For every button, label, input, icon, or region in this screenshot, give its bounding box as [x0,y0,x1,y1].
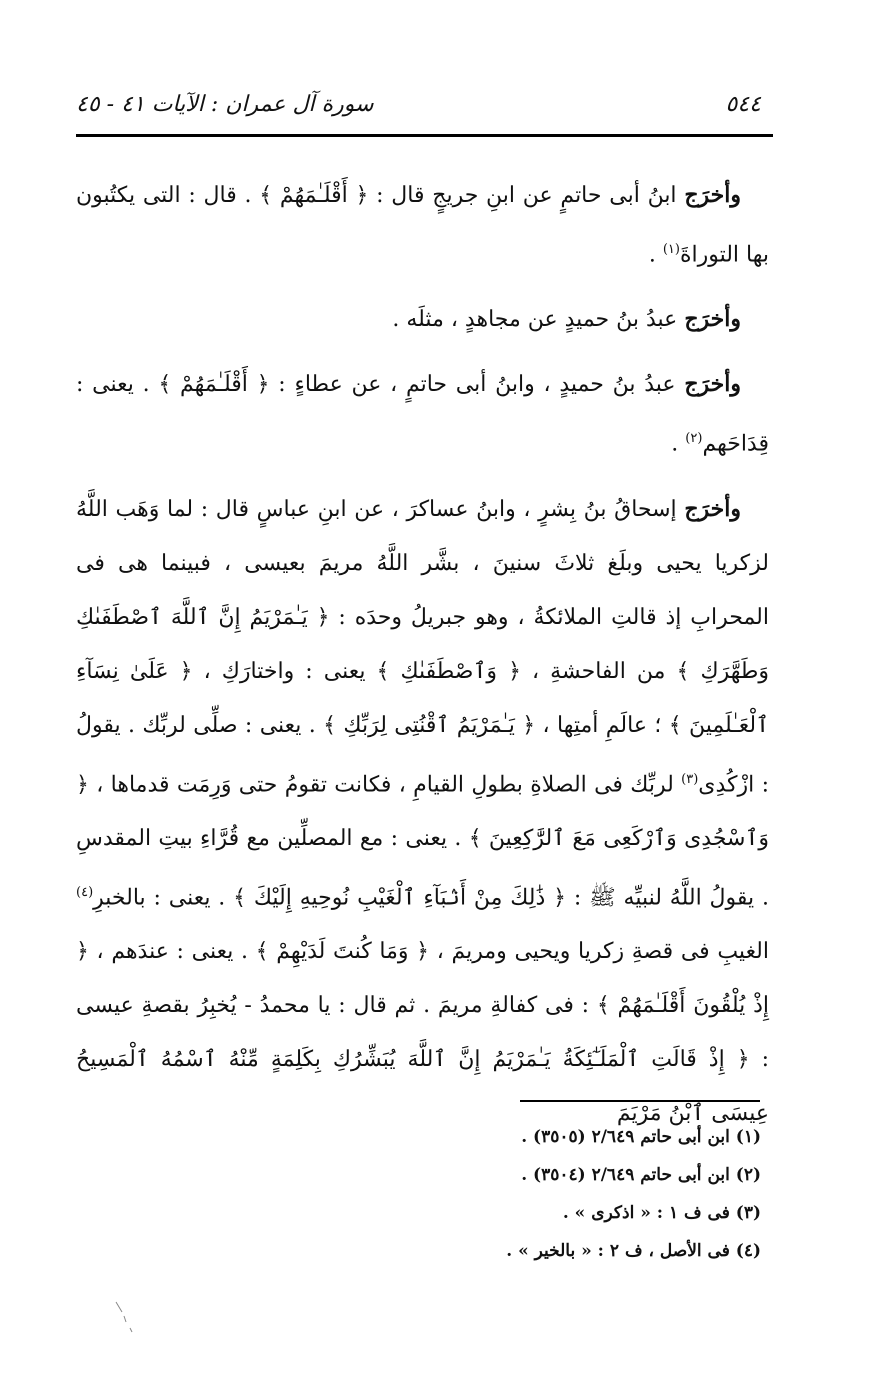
paragraph-lead: وأخرَج [684,306,741,333]
paragraph-text: عبدُ بنُ حميدٍ عن مجاهدٍ ، مثلَه . [392,307,678,333]
paragraph-end: . [648,242,663,268]
paragraph [76,292,769,347]
paragraph [76,168,769,282]
footnote-ref: (١) [662,242,680,257]
footnotes [76,1118,761,1270]
running-header [76,84,761,124]
paragraph [76,357,769,471]
footnote-ref: (٤) [76,884,94,900]
paragraph-lead: وأخرَج [684,495,741,522]
footnote-rule [520,1100,760,1102]
paragraph-end: . [671,431,686,457]
paragraph-lead: وأخرَج [684,371,741,398]
main-text [76,168,769,1151]
paragraph-text-cont: لربِّك فى الصلاةِ بطولِ القيامِ ، فكانت تقومُ حتى وَرِمَت قدماها ، ﴿ وَٱسْجُدِى وَٱرْكَعِى مَعَ ٱلرَّٰكِعِينَ ﴾ . يعنى : مع المصلِّين مع قُرَّاءِ بيتِ المقدسِ . يقولُ اللَّهُ لنبيِّه ﷺ : ﴿ ذَٰلِكَ مِنْ أَنۢبَآءِ ٱلْغَيْبِ نُوحِيهِ إِلَيْكَ ﴾ . يعنى : بالخبرِ [76,771,769,911]
paragraph [76,482,769,1142]
footnote: (٣) فى ف ١ : « اذكرى » . [562,1203,761,1223]
page-number: ٥٤٤ [725,91,761,117]
paragraph-text: إسحاقُ بنُ بِشرٍ ، وابنُ عساكرَ ، عن ابنِ عباسٍ قال : لما وَهَب اللَّهُ لزكريا يحيى وبلَغ ثلاثَ سنينَ ، بشَّر اللَّهُ مريمَ بعيسى ، فبينما هى فى المحرابِ إذ قالتِ الملائكةُ ، وهو جبريلُ وحدَه : ﴿ يَـٰمَرْيَمُ إِنَّ ٱللَّهَ ٱصْطَفَىٰكِ وَطَهَّرَكِ ﴾ من الفاحشةِ ، ﴿ وَٱصْطَفَىٰكِ ﴾ يعنى : واختارَكِ ، ﴿ عَلَىٰ نِسَآءِ ٱلْعَـٰلَمِينَ ﴾ ؛ عالَمِ أمتِها ، ﴿ يَـٰمَرْيَمُ ٱقْنُتِى لِرَبِّكِ ﴾ . يعنى : صلِّى لربِّك . يقولُ : ازْكُدِى [76,496,769,797]
footnote: (٤) فى الأصل ، ف ٢ : « بالخير » . [506,1241,761,1261]
paragraph-text-cont: الغيبِ فى قصةِ زكريا ويحيى ومريمَ ، ﴿ وَمَا كُنتَ لَدَيْهِمْ ﴾ . يعنى : عندَهم ، ﴿ إِذْ يُلْقُونَ أَقْلَـٰمَهُمْ ﴾ : فى كفالةِ مريمَ . ثم قال : يا محمدُ - يُخبِرُ بقصةِ عيسى : ﴿ إِذْ قَالَتِ ٱلْمَلَـٰٓئِكَةُ يَـٰمَرْيَمُ إِنَّ ٱللَّهَ يُبَشِّرُكِ بِكَلِمَةٍ مِّنْهُ ٱسْمُهُ ٱلْمَسِيحُ عِيسَى ٱبْنُ مَرْيَمَ [76,939,769,1127]
paragraph-lead: وأخرَج [684,182,742,208]
paragraph-text: ابنُ أبى حاتمٍ عن ابنِ جريجٍ قال : ﴿ أَقْلَـٰمَهُمْ ﴾ . قال : التى يكتُبون بها التوراةَ [76,183,769,268]
footnote: (١) ابن أبى حاتم ٢/٦٤٩ (٣٥٠٥) . [521,1127,761,1147]
footnote-ref: (٢) [685,431,703,447]
footnote: (٢) ابن أبى حاتم ٢/٦٤٩ (٣٥٠٤) . [521,1165,761,1185]
paragraph-text: عبدُ بنُ حميدٍ ، وابنُ أبى حاتمٍ ، عن عطاءٍ : ﴿ أَقْلَـٰمَهُمْ ﴾ . يعنى : قِدَاحَهم [76,372,769,457]
footnote-ref: (٣) [681,771,699,787]
header-rule [76,134,773,137]
scan-speck-mark [112,1300,138,1334]
running-title: سورة آل عمران : الآيات ٤١ - ٤٥ [76,91,374,117]
